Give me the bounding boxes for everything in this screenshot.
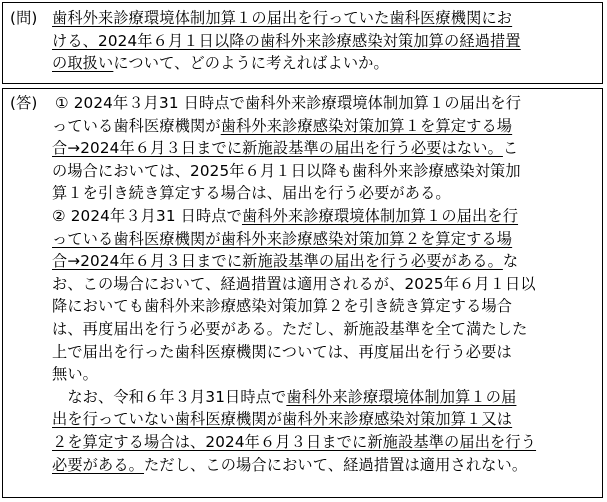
answer-line [52,386,516,408]
text-segment: ② 2024年３月31 日時点で [52,207,242,225]
question-line [10,7,513,29]
text-segment: お、この場合において、経過措置は適用されるが、2025年６月１日以 [52,274,536,293]
answer-line [52,250,518,272]
underlined-text: 合→2024年６月３日までに新施設基準の届出を行う必要はない。 [52,139,503,158]
text-segment: 算１を引き続き算定する場合は、届出を行う必要がある。 [52,184,451,203]
text-segment: な [502,252,519,271]
answer-line [52,160,521,182]
question-label: (問) [10,9,38,27]
underlined-text: 合→2024年６月３日までに新施設基準の届出を行う必要がある。 [52,252,503,271]
underlined-text: ２を算定する場合は、2024年６月３日までに新施設基準の届出を行う [52,433,537,451]
underlined-text: 歯科外来診療環境体制加算１の届 [286,387,517,406]
text-segment: について、どのように考えればよいか。 [113,54,389,72]
underlined-text: 歯科外来診療感染対策加算１を算定する場 [220,116,513,135]
text-segment: っている歯科医療機関が [52,116,221,135]
underlined-text: 歯科外来診療環境体制加算１の届出を行 [241,207,519,225]
answer-line [52,137,518,159]
answer-line [52,318,527,340]
answer-line [52,273,536,295]
text-segment: 無い。 [52,365,99,384]
text-segment: の場合においては、2025年６月１日以降も歯科外来診療感染対策加 [52,161,521,180]
question-box [2,2,603,84]
underlined-text: っている歯科医療機関が歯科外来診療感染対策加算２を算定する場 [52,229,513,248]
underlined-text: 歯科外来診療環境体制加算１の届出を行っていた歯科医療機関にお [52,9,513,27]
answer-line [52,295,512,317]
text-segment: ただし、この場合において、経過措置は適用されない。 [144,455,528,474]
text-segment: なお、令和６年３月31日時点で [52,387,287,406]
answer-line [52,115,512,137]
answer-line [52,341,512,363]
question-line [52,30,521,52]
answer-line [52,205,518,227]
answer-line [10,92,522,114]
answer-line [52,363,98,385]
underlined-text: の取扱い [52,54,114,72]
answer-label: (答) [10,94,38,112]
answer-box [2,88,603,498]
answer-line [52,228,512,250]
answer-line [52,182,451,204]
text-segment: 降においても歯科外来診療感染対策加算２を引き続き算定する場合 [52,297,513,316]
answer-line [52,431,536,453]
answer-line [52,454,527,476]
text-segment: こ [502,139,519,158]
underlined-text: ける、2024年６月１日以降の歯科外来診療感染対策加算の経過措置 [52,31,521,50]
question-line [52,52,389,74]
underlined-text: 出を行っていない歯科医療機関が歯科外来診療感染対策加算１又は [52,410,513,429]
answer-line [52,408,512,430]
underlined-text: 必要がある。 [52,455,145,474]
text-segment: は、再度届出を行う必要がある。ただし、新施設基準を全て満たした [52,320,528,338]
text-segment: ① 2024年３月31 日時点で歯科外来診療環境体制加算１の届出を行 [55,94,522,112]
text-segment: 上で届出を行った歯科医療機関については、再度届出を行う必要は [52,342,512,361]
